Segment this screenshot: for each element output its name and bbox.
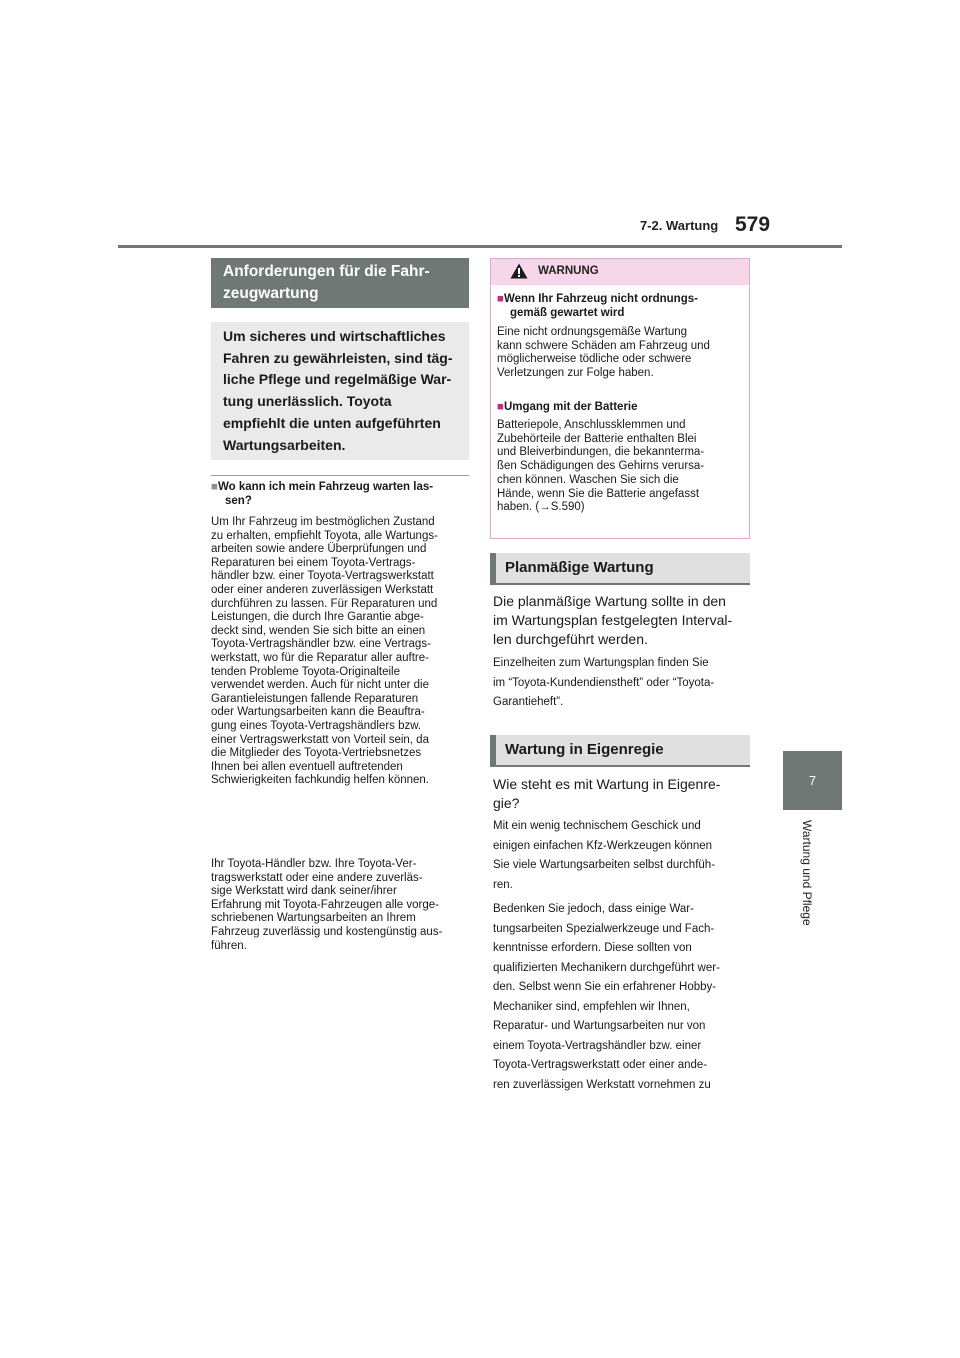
text-line: Schwierigkeiten fachkundig helfen können. <box>211 774 430 787</box>
text-line: deckt sind, wenden Sie sich bitte an einen <box>211 624 426 637</box>
heading-text: Wartung in Eigenregie <box>505 741 664 758</box>
heading-text: Planmäßige Wartung <box>505 559 654 576</box>
text-line: gie? <box>493 795 520 811</box>
text-line: gemäß gewartet wird <box>510 306 625 319</box>
paragraph-service-location <box>211 516 473 788</box>
text-line: Erfahrung mit Toyota-Fahrzeugen alle vorge- <box>211 898 439 911</box>
text-line: arbeiten sowie andere Überprüfungen und <box>211 543 427 556</box>
text-line: Eine nicht ordnungsgemäße Wartung <box>497 326 688 338</box>
section-title: 7-2. Wartung <box>640 218 719 233</box>
heading-line: zeugwartung <box>223 285 319 302</box>
warning-triangle-icon <box>510 263 528 279</box>
warning-label: WARNUNG <box>538 265 599 277</box>
text-line: Bedenken Sie jedoch, dass einige War- <box>493 903 694 915</box>
text-line: händler bzw. einer Toyota-Vertragswerkstatt <box>211 570 434 583</box>
lead-line: Um sicheres und wirtschaftliches <box>223 328 446 344</box>
text-line: Batteriepole, Anschlussklemmen und <box>497 419 686 431</box>
text-line: kenntnisse erfordern. Diese sollten von <box>493 942 692 954</box>
text-line: Toyota-Vertragshändler bzw. eine Vertrags- <box>211 638 431 651</box>
text-line: Umgang mit der Batterie <box>503 401 638 413</box>
heading-underline <box>490 765 750 767</box>
text-line: ren. <box>493 878 513 891</box>
lead-line: Fahren zu gewährleisten, sind täg- <box>223 349 453 366</box>
text-line: qualifizierten Mechanikern durchgeführt wer- <box>493 961 720 974</box>
square-bullet-icon: ■ <box>497 293 504 305</box>
text-line: oder einer anderen zuverlässigen Werkstatt <box>211 583 434 596</box>
planned-lead <box>493 592 753 649</box>
header-rule <box>118 245 842 248</box>
warning-item-title <box>497 401 747 415</box>
text-line: Verletzungen zur Folge haben. <box>497 367 654 380</box>
page-number: 579 <box>735 213 771 236</box>
text-line: schriebenen Wartungsarbeiten an Ihrem <box>211 912 416 925</box>
text-line: verwendet werden. Auch für nicht unter die <box>211 679 429 692</box>
text-line: einem Toyota-Vertragshändler bzw. einer <box>493 1039 702 1052</box>
text-line: sige Werkstatt wird dank seiner/ihrer <box>211 885 397 898</box>
text-line: kann schwere Schäden am Fahrzeug und <box>497 339 710 352</box>
section-heading-planned <box>490 553 750 583</box>
text-line: Mit ein wenig technischem Geschick und <box>493 820 701 832</box>
heading-line: Anforderungen für die Fahr- <box>223 263 430 280</box>
question-line: Wo kann ich mein Fahrzeug warten las- <box>217 481 434 493</box>
text-line: Mechaniker sind, empfehlen wir Ihnen, <box>493 1000 690 1013</box>
lead-line: tung unerlässlich. Toyota <box>223 393 392 410</box>
diy-lead <box>493 775 753 813</box>
warning-item-title <box>497 293 747 320</box>
planned-text <box>493 654 753 713</box>
question-line: sen? <box>225 494 252 507</box>
text-line: Wie steht es mit Wartung in Eigenre- <box>493 776 721 792</box>
text-line: einigen einfachen Kfz-Werkzeugen können <box>493 839 713 852</box>
text-line: Wenn Ihr Fahrzeug nicht ordnungs- <box>503 293 698 305</box>
text-line: Garantieleistungen fallende Reparaturen <box>211 692 419 705</box>
chapter-tab-number: 7 <box>783 751 842 810</box>
heading-underline <box>490 583 750 585</box>
text-line: den. Selbst wenn Sie ein erfahrener Hobby- <box>493 981 717 993</box>
text-line: möglicherweise tödliche oder schwere <box>497 353 692 366</box>
diy-text-1 <box>493 817 753 895</box>
square-bullet-icon: ■ <box>211 481 218 493</box>
square-bullet-icon: ■ <box>497 401 504 413</box>
text-line: werkstatt, wo für die Reparatur aller auftre- <box>211 651 429 664</box>
text-line: ren zuverlässigen Werkstatt vornehmen zu <box>493 1078 711 1091</box>
text-line: im “Toyota-Kundendienstheft” oder “Toyota- <box>493 676 715 689</box>
text-line: Reparatur- und Wartungsarbeiten nur von <box>493 1020 706 1032</box>
text-line: Toyota-Vertragswerkstatt oder einer ande- <box>493 1059 708 1071</box>
text-line: Garantieheft”. <box>493 696 564 708</box>
text-line: Zubehörteile der Batterie enthalten Blei <box>497 432 697 445</box>
section-heading-diy <box>490 735 750 765</box>
text-line: chen können. Waschen Sie sich die <box>497 473 679 486</box>
text-line: len durchgeführt werden. <box>493 631 648 647</box>
text-line: Sie viele Wartungsarbeiten selbst durchfüh- <box>493 859 716 871</box>
text-line: oder Wartungsarbeiten kann die Beauftra- <box>211 706 425 719</box>
text-line: im Wartungsplan festgelegten Interval- <box>493 612 733 628</box>
lead-line: liche Pflege und regelmäßige War- <box>223 371 452 388</box>
text-line: Ihr Toyota-Händler bzw. Ihre Toyota-Ver- <box>211 858 417 870</box>
text-line: gung eines Toyota-Vertragshändlers bzw. <box>211 719 422 732</box>
text-line: ßen Schädigungen des Gehirns verursa- <box>497 460 705 473</box>
warning-item-text <box>497 326 747 381</box>
paragraph-dealer-experience <box>211 858 473 953</box>
text-line: die Mitglieder des Toyota-Vertriebsnetzes <box>211 747 422 760</box>
text-line: Leistungen, die durch Ihre Garantie abge- <box>211 611 424 624</box>
text-line: Einzelheiten zum Wartungsplan finden Sie <box>493 657 709 669</box>
text-line: Ihnen bei allen eventuell auftretenden <box>211 760 403 773</box>
text-line: durchführen zu lassen. Für Reparaturen und <box>211 597 438 610</box>
question-title <box>211 481 469 508</box>
text-line: Fahrzeug zuverlässig und kostengünstig aus- <box>211 925 443 938</box>
text-line: einer Vertragswerkstatt von Vorteil sein, da <box>211 733 429 746</box>
text-line: Um Ihr Fahrzeug im bestmöglichen Zustand <box>211 516 435 528</box>
text-line: tungsarbeiten Spezialwerkzeuge und Fach- <box>493 922 715 935</box>
diy-text-2 <box>493 900 753 1095</box>
text-line: Die planmäßige Wartung sollte in den <box>493 593 726 609</box>
text-line: und Bleiverbindungen, die bekannterma- <box>497 446 705 459</box>
text-line: führen. <box>211 939 247 952</box>
warning-header <box>491 259 749 285</box>
lead-line: empfiehlt die unten aufgeführten <box>223 414 441 431</box>
chapter-tab-label: Wartung und Pflege <box>800 820 814 926</box>
text-line: Reparaturen bei einem Toyota-Vertrags- <box>211 556 416 569</box>
text-line: haben. (→S.590) <box>497 501 585 514</box>
text-line: Hände, wenn Sie die Batterie angefasst <box>497 487 700 500</box>
lead-box <box>211 322 469 460</box>
section-heading-requirements <box>211 258 469 308</box>
text-line: tragswerkstatt oder eine andere zuverläs- <box>211 871 423 884</box>
warning-item-text <box>497 419 747 515</box>
text-line: zu erhalten, empfiehlt Toyota, alle Wartungs- <box>211 529 438 542</box>
text-line: tenden Probleme Toyota-Originalteile <box>211 665 401 678</box>
divider <box>211 475 469 476</box>
lead-line: Wartungsarbeiten. <box>223 436 346 453</box>
